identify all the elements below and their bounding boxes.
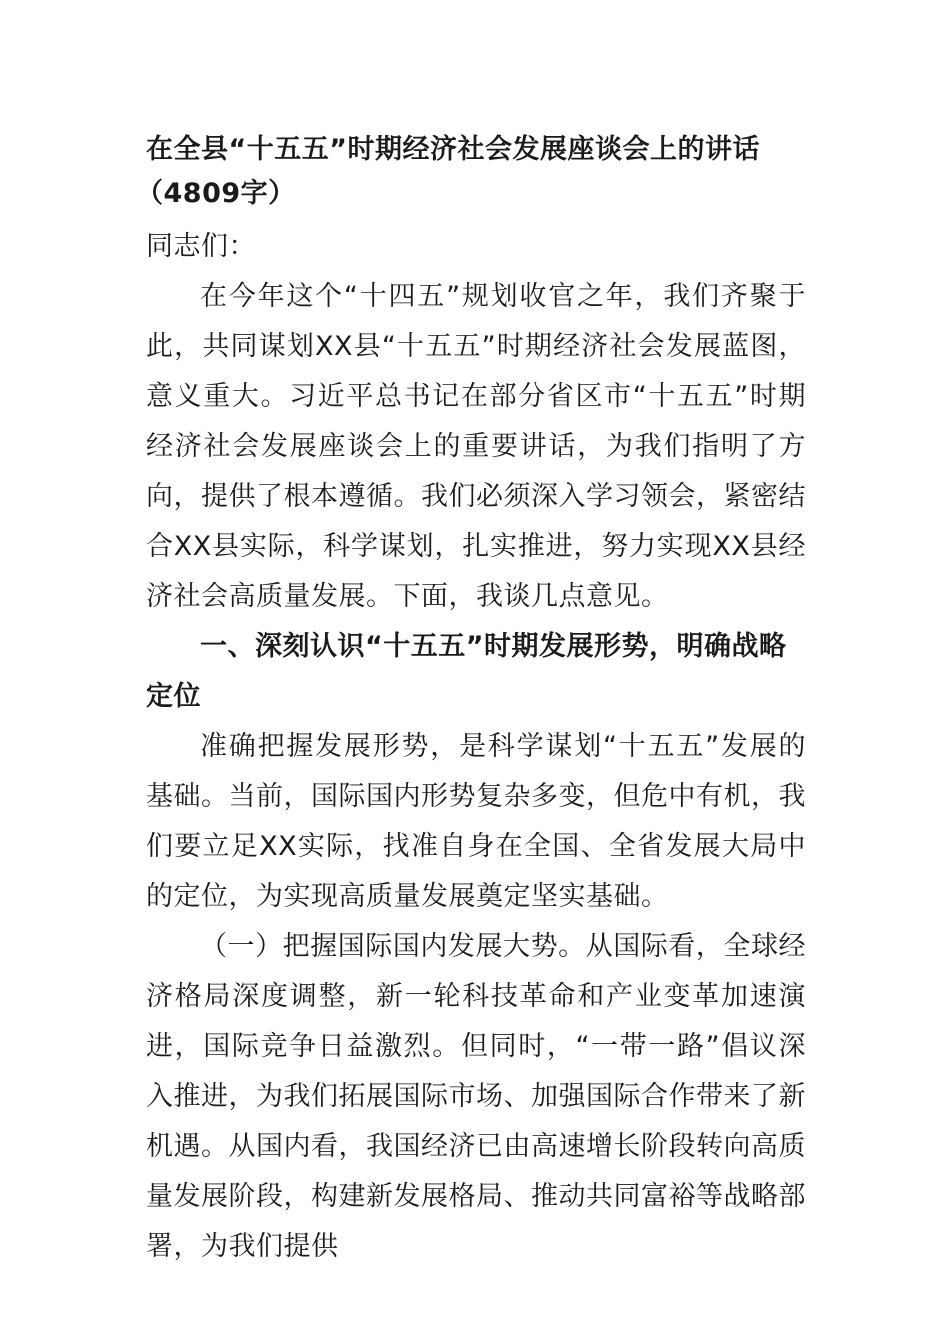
document-body [136,128,806,1272]
section-1-subsection-1-paragraph: （一）把握国际国内发展大势。从国际看，全球经济格局深度调整，新一轮科技革命和产业变革加速演进，国际竞争日益激烈。但同时，“一带一路”倡议深入推进，为我们拓展国际市场、加强国际合作带来了新机遇。从国内看，我国经济已由高速增长阶段转向高质量发展阶段，构建新发展格局、推动共同富裕等战略部署，为我们提供 [146,931,806,1262]
intro-paragraph: 在今年这个“十四五”规划收官之年，我们齐聚于此，共同谋划XX县“十五五”时期经济社会发展蓝图，意义重大。习近平总书记在部分省区市“十五五”时期经济社会发展座谈会上的重要讲话，为我们指明了方向，提供了根本遵循。我们必须深入学习领会，紧密结合XX县实际，科学谋划，扎实推进，努力实现XX县经济社会高质量发展。下面，我谈几点意见。 [146,281,806,612]
salutation: 同志们： [146,231,256,262]
section-1-intro-paragraph: 准确把握发展形势，是科学谋划“十五五”发展的基础。当前，国际国内形势复杂多变，但危中有机，我们要立足XX实际，找准自身在全国、全省发展大局中的定位，为实现高质量发展奠定坚实基础。 [146,731,806,912]
document-word-count: （4809字） [136,178,296,209]
section-heading-1: 一、深刻认识“十五五”时期发展形势，明确战略定位 [146,631,787,712]
document-title: 在全县“十五五”时期经济社会发展座谈会上的讲话 [146,134,760,165]
